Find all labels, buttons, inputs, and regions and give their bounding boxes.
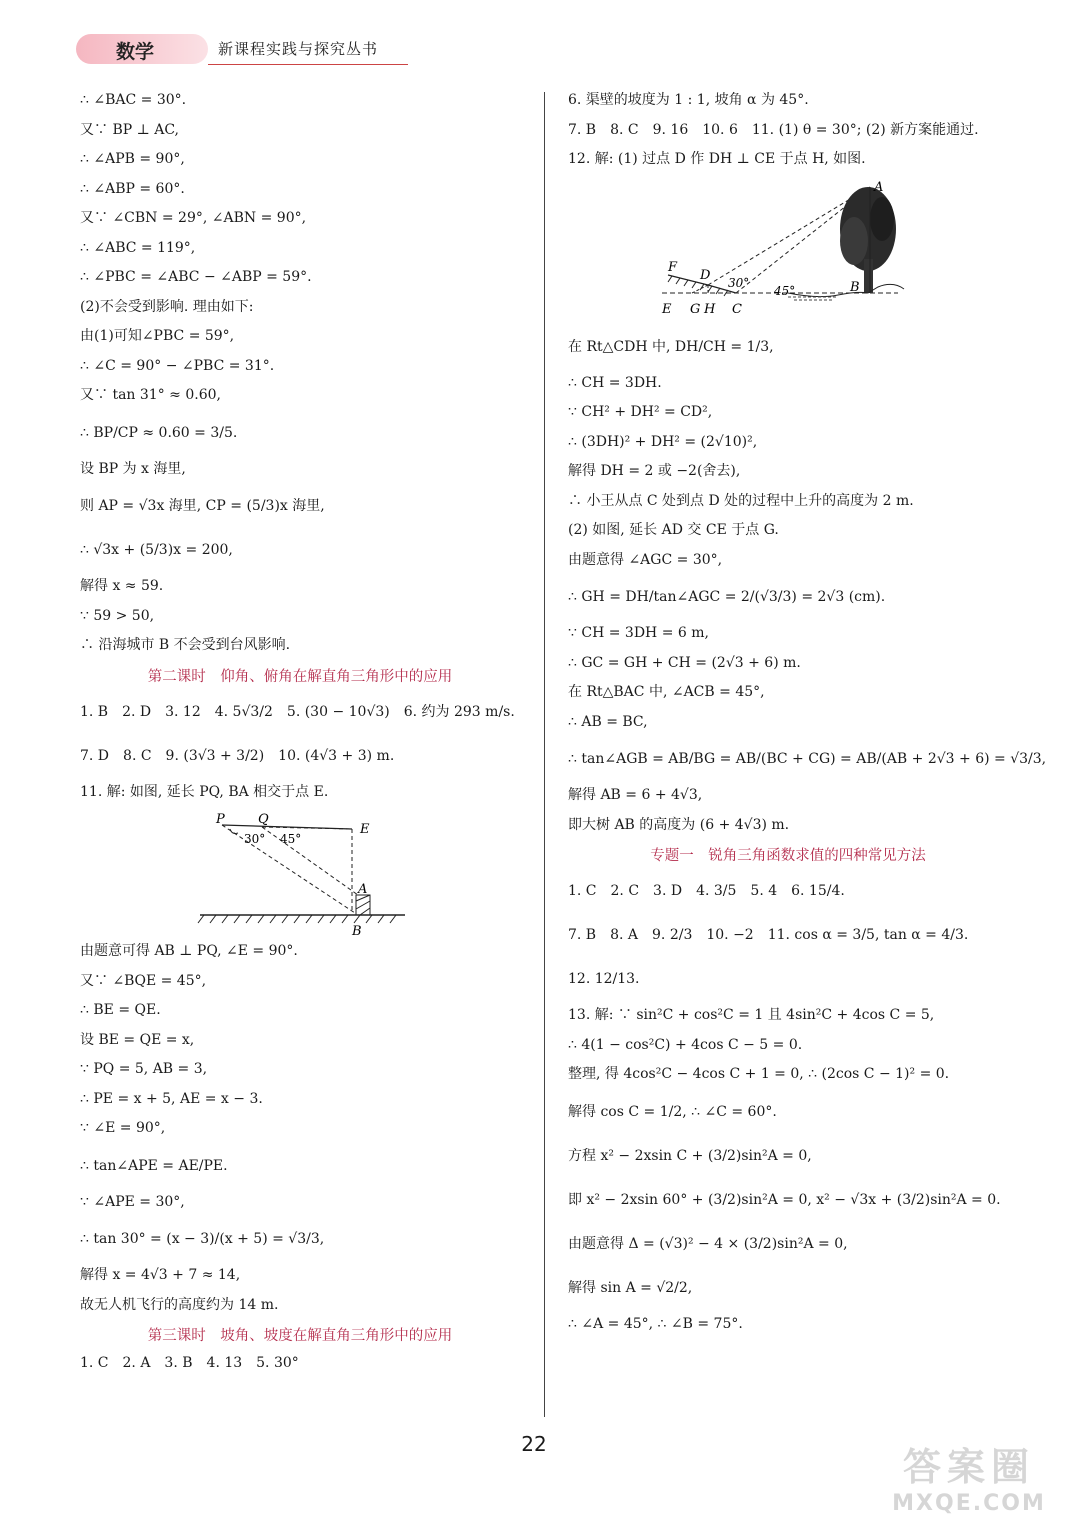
figure-tree xyxy=(568,179,1008,329)
label-e: E xyxy=(360,822,370,837)
text-line: 13. 解: ∵ sin²C + cos²C = 1 且 4sin²C + 4cos C = 5, xyxy=(568,1007,935,1023)
drone-diagram xyxy=(80,811,520,941)
text-line: ∴ ∠APB = 90°, xyxy=(80,151,185,167)
answers-line: 7. D 8. C 9. (3√3 + 3/2) 10. (4√3 + 3) m. xyxy=(80,747,395,764)
text-line: ∵ CH² + DH² = CD², xyxy=(568,404,713,420)
text-line: 由题意可得 AB ⊥ PQ, ∠E = 90°. xyxy=(80,943,298,959)
text-line: ∴ tan∠AGB = AB/BG = AB/(BC + CG) = AB/(AB + 2√3 + 6) = √3/3, xyxy=(568,751,1047,767)
text-line: 解得 x ≈ 59. xyxy=(80,578,164,594)
series-title: 新课程实践与探究丛书 xyxy=(218,40,379,58)
column-divider xyxy=(544,92,545,1417)
label-f: F xyxy=(668,259,678,275)
answers-line: 7. B 8. A 9. 2/3 10. −2 11. cos α = 3/5, tan α = 4/3. xyxy=(568,927,969,943)
text-line: ∴ ∠ABC = 119°, xyxy=(80,239,196,256)
figure-drone xyxy=(80,811,520,941)
watermark-url: MXQE.COM xyxy=(892,1491,1046,1516)
text-line: (2)不会受到影响. 理由如下: xyxy=(80,298,254,315)
text-line: 又∵ ∠CBN = 29°, ∠ABN = 90°, xyxy=(80,210,307,226)
page-header xyxy=(76,28,406,70)
answers-line: 12. 12/13. xyxy=(568,971,640,987)
text-line: 在 Rt△CDH 中, DH/CH = 1/3, xyxy=(568,338,774,355)
label-p: P xyxy=(216,812,225,827)
text-line: 11. 解: 如图, 延长 PQ, BA 相交于点 E. xyxy=(80,783,329,800)
text-line: ∴ (3DH)² + DH² = (2√10)², xyxy=(568,433,758,450)
text-line: 又∵ ∠BQE = 45°, xyxy=(80,972,207,989)
label-a: A xyxy=(874,179,884,195)
label-b: B xyxy=(850,279,860,295)
tree-diagram xyxy=(568,179,1008,329)
text-line: ∴ √3x + (5/3)x = 200, xyxy=(80,542,233,558)
text-line: 解得 DH = 2 或 −2(舍去), xyxy=(568,463,741,479)
text-line: ∴ ∠A = 45°, ∴ ∠B = 75°. xyxy=(568,1315,743,1332)
text-line: ∴ tan∠APE = AE/PE. xyxy=(80,1157,228,1174)
subject-label: 数学 xyxy=(116,41,155,63)
text-line: ∴ BP/CP ≈ 0.60 = 3/5. xyxy=(80,424,238,441)
text-line: 又∵ tan 31° ≈ 0.60, xyxy=(80,387,221,403)
text-line: 设 BE = QE = x, xyxy=(80,1031,195,1048)
text-line: ∴ PE = x + 5, AE = x − 3. xyxy=(80,1090,263,1107)
text-line: ∵ PQ = 5, AB = 3, xyxy=(80,1061,208,1077)
label-c: C xyxy=(732,301,742,317)
watermark-text: 答案圈 xyxy=(902,1445,1035,1489)
text-line: 方程 x² − 2xsin C + (3/2)sin²A = 0, xyxy=(568,1147,812,1164)
right-column xyxy=(568,90,1047,1343)
section-heading: 第二课时 仰角、俯角在解直角三角形中的应用 xyxy=(147,668,453,685)
label-a: A xyxy=(358,882,368,897)
text-line: 故无人机飞行的高度约为 14 m. xyxy=(80,1296,279,1313)
label-g: G xyxy=(690,301,701,317)
text-line: 12. 解: (1) 过点 D 作 DH ⊥ CE 于点 H, 如图. xyxy=(568,151,866,167)
text-line: ∴ 4(1 − cos²C) + 4cos C − 5 = 0. xyxy=(568,1036,803,1053)
text-line: ∴ 小王从点 C 处到点 D 处的过程中上升的高度为 2 m. xyxy=(568,492,914,509)
text-line: ∴ tan 30° = (x − 3)/(x + 5) = √3/3, xyxy=(80,1231,325,1247)
text-line: 解得 sin A = √2/2, xyxy=(568,1279,693,1296)
text-line: ∴ GH = DH/tan∠AGC = 2/(√3/3) = 2√3 (cm). xyxy=(568,589,886,605)
section-heading: 第三课时 坡角、坡度在解直角三角形中的应用 xyxy=(147,1328,453,1344)
text-line: 整理, 得 4cos²C − 4cos C + 1 = 0, ∴ (2cos C − 1)² = 0. xyxy=(568,1066,950,1082)
answers-line: 1. C 2. C 3. D 4. 3/5 5. 4 6. 15/4. xyxy=(568,883,845,899)
text-line: 6. 渠壁的坡度为 1 : 1, 坡角 α 为 45°. xyxy=(568,92,809,108)
text-line: ∴ 沿海城市 B 不会受到台风影响. xyxy=(80,637,291,653)
text-line: 则 AP = √3x 海里, CP = (5/3)x 海里, xyxy=(80,498,325,514)
text-line: 由题意得 Δ = (√3)² − 4 × (3/2)sin²A = 0, xyxy=(568,1235,848,1252)
label-b: B xyxy=(352,924,362,939)
text-line: 即大树 AB 的高度为 (6 + 4√3) m. xyxy=(568,816,790,833)
label-e: E xyxy=(662,301,672,317)
text-line: 7. B 8. C 9. 16 10. 6 11. (1) θ = 30°; (2) 新方案能通过. xyxy=(568,121,979,138)
label-q: Q xyxy=(258,812,269,827)
text-line: 设 BP 为 x 海里, xyxy=(80,460,186,477)
page-number: 22 xyxy=(521,1432,547,1456)
text-line: ∴ AB = BC, xyxy=(568,713,648,730)
watermark-logo xyxy=(884,1436,1054,1526)
text-line: ∴ ∠C = 90° − ∠PBC = 31°. xyxy=(80,357,275,374)
text-line: (2) 如图, 延长 AD 交 CE 于点 G. xyxy=(568,522,779,538)
text-line: ∵ ∠APE = 30°, xyxy=(80,1193,185,1210)
text-line: 解得 cos C = 1/2, ∴ ∠C = 60°. xyxy=(568,1103,777,1120)
text-line: ∴ ∠ABP = 60°. xyxy=(80,180,185,197)
text-line: ∵ CH = 3DH = 6 m, xyxy=(568,625,709,641)
text-line: 由题意得 ∠AGC = 30°, xyxy=(568,551,723,568)
text-line: 即 x² − 2xsin 60° + (3/2)sin²A = 0, x² − √3x + (3/2)sin²A = 0. xyxy=(568,1191,1001,1208)
label-h: H xyxy=(704,301,716,317)
angle-45: 45° xyxy=(280,832,302,846)
label-d: D xyxy=(700,267,711,283)
answers-line: 1. C 2. A 3. B 4. 13 5. 30° xyxy=(80,1355,299,1371)
section-heading: 专题一 锐角三角函数求值的四种常见方法 xyxy=(650,848,926,864)
answers-line: 1. B 2. D 3. 12 4. 5√3/2 5. (30 − 10√3) 6. 约为 293 m/s. xyxy=(80,703,515,720)
left-column xyxy=(80,90,520,1383)
angle-30: 30° xyxy=(244,832,266,846)
text-line: ∴ BE = QE. xyxy=(80,1002,161,1018)
text-line: ∵ ∠E = 90°, xyxy=(80,1120,166,1136)
angle-30: 30° xyxy=(728,275,750,290)
text-line: ∴ ∠BAC = 30°. xyxy=(80,92,187,108)
text-line: 由(1)可知∠PBC = 59°, xyxy=(80,328,235,344)
text-line: 解得 AB = 6 + 4√3, xyxy=(568,787,703,803)
header-divider xyxy=(208,64,408,65)
text-line: 解得 x = 4√3 + 7 ≈ 14, xyxy=(80,1267,241,1283)
text-line: ∴ ∠PBC = ∠ABC − ∠ABP = 59°. xyxy=(80,269,312,285)
angle-45: 45° xyxy=(774,283,796,298)
text-line: ∵ 59 > 50, xyxy=(80,607,155,624)
text-line: ∴ GC = GH + CH = (2√3 + 6) m. xyxy=(568,654,801,671)
text-line: 又∵ BP ⊥ AC, xyxy=(80,121,179,138)
subject-tab xyxy=(76,34,208,64)
text-line: 在 Rt△BAC 中, ∠ACB = 45°, xyxy=(568,684,765,700)
text-line: ∴ CH = 3DH. xyxy=(568,374,662,391)
